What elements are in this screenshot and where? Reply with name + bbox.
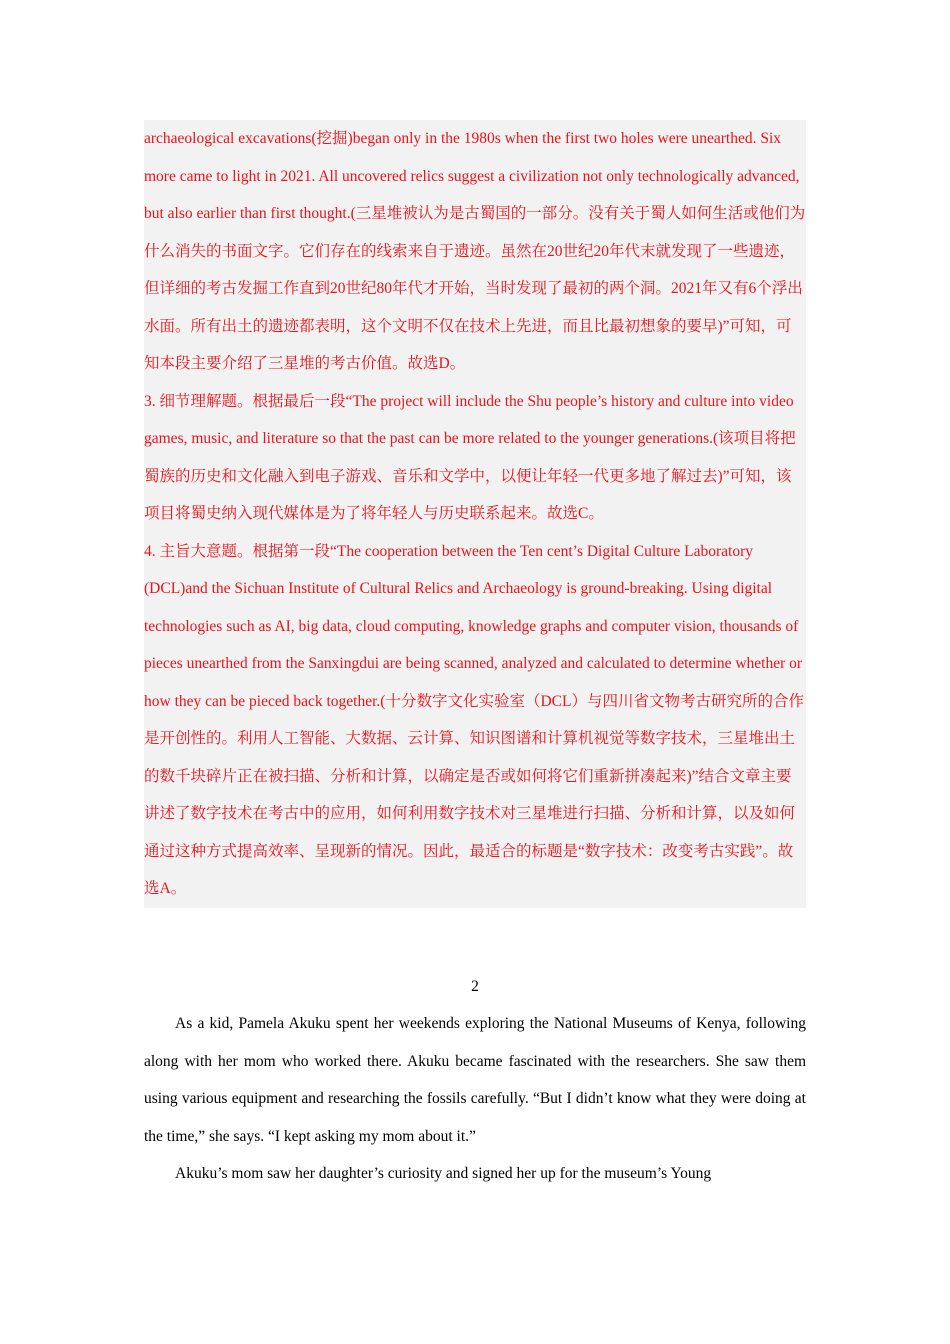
section-number: 2 (471, 978, 479, 995)
passage-paragraph: Akuku’s mom saw her daughter’s curiosity and signed her up for the museum’s Young (175, 1165, 712, 1182)
answer-explanation-block (144, 120, 806, 908)
passage-paragraph: As a kid, Pamela Akuku spent her weekends exploring the National Museums of Kenya, following along with her mom who worked there. Akuku became fascinated with the researchers. She saw them using various equipment and researching the fossils carefully. “But I didn’t know what they were doing at the time,” she says. “I kept asking my mom about it.” (144, 1015, 806, 1145)
answer-paragraph-2: archaeological excavations(挖掘)began only in the 1980s when the first two holes were unearthed. Six more came to light in 2021. All uncovered relics suggest a civilization not only technologically advanced, but also earlier than first thought.(三星堆被认为是古蜀国的一部分。没有关于蜀人如何生活或他们为什么消失的书面文字。它们存在的线索来自于遗迹。虽然在20世纪20年代末就发现了一些遗迹，但详细的考古发掘工作直到20世纪80年代才开始，当时发现了最初的两个洞。2021年又有6个浮出水面。所有出土的遗迹都表明，这个文明不仅在技术上先进，而且比最初想象的要早)”可知，可知本段主要介绍了三星堆的考古价值。故选D。 (144, 130, 806, 372)
reading-passage (144, 1005, 806, 1193)
answer-paragraph-4: 4. 主旨大意题。根据第一段“The cooperation between the Ten cent’s Digital Culture Laboratory (DCL)and the Sichuan Institute of Cultural Relics and Archaeology is ground-breaking. Using digital technologies such as AI, big data, cloud computing, knowledge graphs and computer vision, thousands of pieces unearthed from the Sanxingdui are being scanned, analyzed and calculated to determine whether or how they can be pieced back together.(十分数字文化实验室（DCL）与四川省文物考古研究所的合作是开创性的。利用人工智能、大数据、云计算、知识图谱和计算机视觉等数字技术，三星堆出土的数千块碎片正在被扫描、分析和计算，以确定是否或如何将它们重新拼凑起来)”结合文章主要讲述了数字技术在考古中的应用，如何利用数字技术对三星堆进行扫描、分析和计算，以及如何通过这种方式提高效率、呈现新的情况。因此，最适合的标题是“数字技术：改变考古实践”。故选A。 (144, 542, 804, 897)
answer-paragraph-3: 3. 细节理解题。根据最后一段“The project will include the Shu people’s history and culture into video games, music, and literature so that the past can be more related to the younger generations.(该项目将把蜀族的历史和文化融入到电子游戏、音乐和文学中，以便让年轻一代更多地了解过去)”可知，该项目将蜀史纳入现代媒体是为了将年轻人与历史联系起来。故选C。 (144, 392, 796, 522)
